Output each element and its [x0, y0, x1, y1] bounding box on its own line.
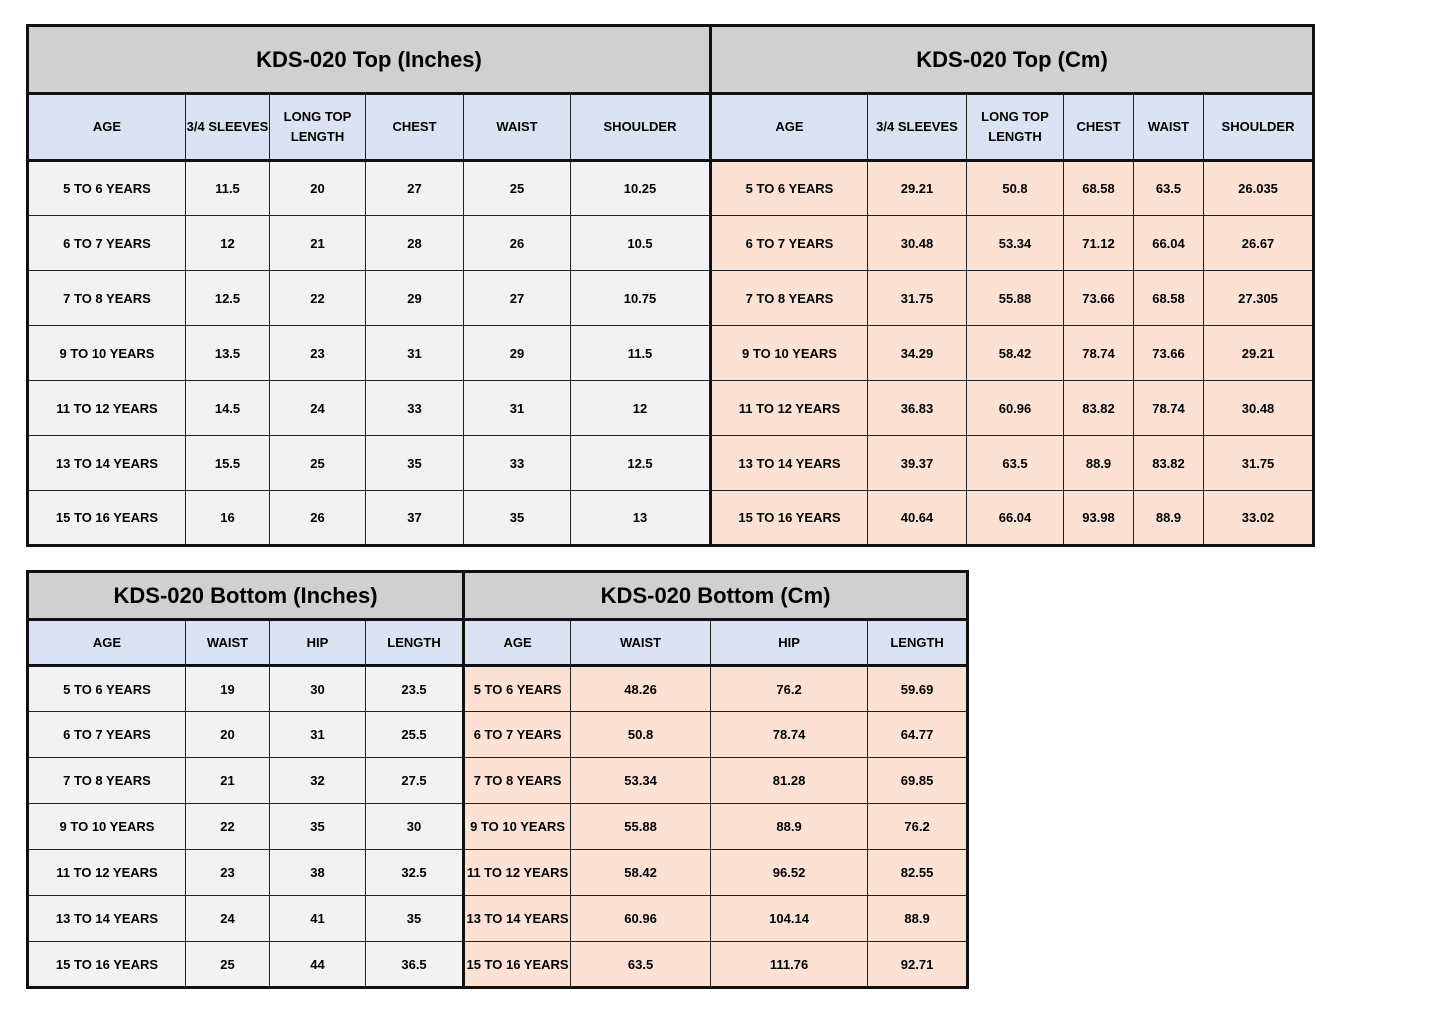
column-header: LENGTH [868, 620, 968, 666]
measurement-cell: 12 [571, 381, 711, 436]
table-row [28, 161, 1314, 216]
measurement-cell: 21 [270, 216, 366, 271]
measurement-cell: 73.66 [1134, 326, 1204, 381]
measurement-cell: 25 [270, 436, 366, 491]
column-header: AGE [28, 94, 186, 161]
measurement-cell: 32.5 [366, 850, 464, 896]
age-cell: 9 TO 10 YEARS [464, 804, 571, 850]
measurement-cell: 37 [366, 491, 464, 546]
table-row [28, 491, 1314, 546]
age-cell: 15 TO 16 YEARS [711, 491, 868, 546]
measurement-cell: 58.42 [967, 326, 1064, 381]
measurement-cell: 23 [270, 326, 366, 381]
measurement-cell: 30 [366, 804, 464, 850]
table-row [28, 896, 968, 942]
measurement-cell: 30 [270, 666, 366, 712]
measurement-cell: 53.34 [571, 758, 711, 804]
measurement-cell: 111.76 [711, 942, 868, 988]
measurement-cell: 14.5 [186, 381, 270, 436]
measurement-cell: 31.75 [1204, 436, 1314, 491]
measurement-cell: 24 [186, 896, 270, 942]
measurement-cell: 11.5 [186, 161, 270, 216]
age-cell: 5 TO 6 YEARS [28, 161, 186, 216]
measurement-cell: 22 [270, 271, 366, 326]
measurement-cell: 30.48 [868, 216, 967, 271]
column-header: 3/4 SLEEVES [868, 94, 967, 161]
measurement-cell: 69.85 [868, 758, 968, 804]
age-cell: 7 TO 8 YEARS [28, 271, 186, 326]
table-row [28, 666, 968, 712]
measurement-cell: 22 [186, 804, 270, 850]
age-cell: 13 TO 14 YEARS [464, 896, 571, 942]
measurement-cell: 48.26 [571, 666, 711, 712]
measurement-cell: 40.64 [868, 491, 967, 546]
age-cell: 15 TO 16 YEARS [28, 491, 186, 546]
age-cell: 11 TO 12 YEARS [28, 850, 186, 896]
measurement-cell: 55.88 [571, 804, 711, 850]
measurement-cell: 25 [464, 161, 571, 216]
measurement-cell: 26.67 [1204, 216, 1314, 271]
measurement-cell: 73.66 [1064, 271, 1134, 326]
measurement-cell: 36.5 [366, 942, 464, 988]
measurement-cell: 92.71 [868, 942, 968, 988]
measurement-cell: 55.88 [967, 271, 1064, 326]
measurement-cell: 28 [366, 216, 464, 271]
table-row [28, 804, 968, 850]
column-header: 3/4 SLEEVES [186, 94, 270, 161]
measurement-cell: 35 [270, 804, 366, 850]
age-cell: 7 TO 8 YEARS [464, 758, 571, 804]
age-cell: 9 TO 10 YEARS [711, 326, 868, 381]
measurement-cell: 11.5 [571, 326, 711, 381]
measurement-cell: 50.8 [571, 712, 711, 758]
bottom-size-table [26, 570, 969, 989]
measurement-cell: 83.82 [1064, 381, 1134, 436]
age-cell: 6 TO 7 YEARS [464, 712, 571, 758]
measurement-cell: 68.58 [1064, 161, 1134, 216]
age-cell: 5 TO 6 YEARS [711, 161, 868, 216]
measurement-cell: 26.035 [1204, 161, 1314, 216]
measurement-cell: 58.42 [571, 850, 711, 896]
measurement-cell: 88.9 [1064, 436, 1134, 491]
age-cell: 7 TO 8 YEARS [711, 271, 868, 326]
column-header: CHEST [1064, 94, 1134, 161]
measurement-cell: 34.29 [868, 326, 967, 381]
measurement-cell: 26 [464, 216, 571, 271]
measurement-cell: 13 [571, 491, 711, 546]
measurement-cell: 29 [366, 271, 464, 326]
age-cell: 15 TO 16 YEARS [28, 942, 186, 988]
measurement-cell: 10.75 [571, 271, 711, 326]
measurement-cell: 66.04 [1134, 216, 1204, 271]
measurement-cell: 36.83 [868, 381, 967, 436]
table-row [28, 381, 1314, 436]
measurement-cell: 12.5 [186, 271, 270, 326]
age-cell: 13 TO 14 YEARS [28, 436, 186, 491]
measurement-cell: 68.58 [1134, 271, 1204, 326]
measurement-cell: 35 [464, 491, 571, 546]
column-header: WAIST [186, 620, 270, 666]
measurement-cell: 33.02 [1204, 491, 1314, 546]
measurement-cell: 33 [366, 381, 464, 436]
measurement-cell: 25 [186, 942, 270, 988]
table-row [28, 216, 1314, 271]
measurement-cell: 82.55 [868, 850, 968, 896]
column-header: LONG TOP LENGTH [270, 94, 366, 161]
column-header: AGE [28, 620, 186, 666]
measurement-cell: 76.2 [868, 804, 968, 850]
measurement-cell: 30.48 [1204, 381, 1314, 436]
top-size-table [26, 24, 1315, 547]
column-header: WAIST [1134, 94, 1204, 161]
measurement-cell: 20 [270, 161, 366, 216]
table-row [28, 326, 1314, 381]
measurement-cell: 44 [270, 942, 366, 988]
age-cell: 15 TO 16 YEARS [464, 942, 571, 988]
measurement-cell: 31.75 [868, 271, 967, 326]
measurement-cell: 88.9 [1134, 491, 1204, 546]
measurement-cell: 13.5 [186, 326, 270, 381]
measurement-cell: 19 [186, 666, 270, 712]
top-cm-title: KDS-020 Top (Cm) [711, 26, 1314, 94]
measurement-cell: 15.5 [186, 436, 270, 491]
measurement-cell: 41 [270, 896, 366, 942]
measurement-cell: 27 [366, 161, 464, 216]
age-cell: 13 TO 14 YEARS [711, 436, 868, 491]
measurement-cell: 60.96 [967, 381, 1064, 436]
table-row [28, 850, 968, 896]
measurement-cell: 71.12 [1064, 216, 1134, 271]
measurement-cell: 16 [186, 491, 270, 546]
measurement-cell: 20 [186, 712, 270, 758]
table-row [28, 436, 1314, 491]
table-row [28, 942, 968, 988]
measurement-cell: 32 [270, 758, 366, 804]
measurement-cell: 33 [464, 436, 571, 491]
measurement-cell: 29.21 [868, 161, 967, 216]
measurement-cell: 12.5 [571, 436, 711, 491]
table-row [28, 758, 968, 804]
measurement-cell: 10.25 [571, 161, 711, 216]
bottom-inches-title: KDS-020 Bottom (Inches) [28, 572, 464, 620]
measurement-cell: 24 [270, 381, 366, 436]
measurement-cell: 31 [464, 381, 571, 436]
measurement-cell: 78.74 [1134, 381, 1204, 436]
measurement-cell: 31 [270, 712, 366, 758]
measurement-cell: 23.5 [366, 666, 464, 712]
measurement-cell: 78.74 [711, 712, 868, 758]
column-header: SHOULDER [571, 94, 711, 161]
column-header: WAIST [464, 94, 571, 161]
measurement-cell: 81.28 [711, 758, 868, 804]
measurement-cell: 60.96 [571, 896, 711, 942]
measurement-cell: 76.2 [711, 666, 868, 712]
measurement-cell: 10.5 [571, 216, 711, 271]
measurement-cell: 35 [366, 896, 464, 942]
measurement-cell: 29 [464, 326, 571, 381]
measurement-cell: 78.74 [1064, 326, 1134, 381]
age-cell: 11 TO 12 YEARS [711, 381, 868, 436]
column-header: LENGTH [366, 620, 464, 666]
column-header: LONG TOP LENGTH [967, 94, 1064, 161]
table-row [28, 271, 1314, 326]
measurement-cell: 66.04 [967, 491, 1064, 546]
measurement-cell: 63.5 [1134, 161, 1204, 216]
age-cell: 13 TO 14 YEARS [28, 896, 186, 942]
age-cell: 6 TO 7 YEARS [28, 216, 186, 271]
measurement-cell: 38 [270, 850, 366, 896]
measurement-cell: 27 [464, 271, 571, 326]
measurement-cell: 88.9 [711, 804, 868, 850]
column-header: AGE [711, 94, 868, 161]
column-header: WAIST [571, 620, 711, 666]
column-header: HIP [270, 620, 366, 666]
bottom-cm-title: KDS-020 Bottom (Cm) [464, 572, 968, 620]
table-row [28, 712, 968, 758]
age-cell: 11 TO 12 YEARS [28, 381, 186, 436]
measurement-cell: 27.305 [1204, 271, 1314, 326]
column-header: HIP [711, 620, 868, 666]
measurement-cell: 12 [186, 216, 270, 271]
age-cell: 7 TO 8 YEARS [28, 758, 186, 804]
top-inches-title: KDS-020 Top (Inches) [28, 26, 711, 94]
column-header: SHOULDER [1204, 94, 1314, 161]
measurement-cell: 23 [186, 850, 270, 896]
column-header: AGE [464, 620, 571, 666]
measurement-cell: 26 [270, 491, 366, 546]
measurement-cell: 104.14 [711, 896, 868, 942]
column-header: CHEST [366, 94, 464, 161]
measurement-cell: 50.8 [967, 161, 1064, 216]
age-cell: 5 TO 6 YEARS [464, 666, 571, 712]
measurement-cell: 53.34 [967, 216, 1064, 271]
measurement-cell: 21 [186, 758, 270, 804]
measurement-cell: 35 [366, 436, 464, 491]
age-cell: 9 TO 10 YEARS [28, 804, 186, 850]
measurement-cell: 88.9 [868, 896, 968, 942]
age-cell: 9 TO 10 YEARS [28, 326, 186, 381]
measurement-cell: 83.82 [1134, 436, 1204, 491]
measurement-cell: 63.5 [967, 436, 1064, 491]
measurement-cell: 25.5 [366, 712, 464, 758]
measurement-cell: 27.5 [366, 758, 464, 804]
measurement-cell: 93.98 [1064, 491, 1134, 546]
measurement-cell: 29.21 [1204, 326, 1314, 381]
age-cell: 11 TO 12 YEARS [464, 850, 571, 896]
measurement-cell: 64.77 [868, 712, 968, 758]
measurement-cell: 96.52 [711, 850, 868, 896]
measurement-cell: 39.37 [868, 436, 967, 491]
measurement-cell: 59.69 [868, 666, 968, 712]
age-cell: 6 TO 7 YEARS [711, 216, 868, 271]
age-cell: 6 TO 7 YEARS [28, 712, 186, 758]
measurement-cell: 63.5 [571, 942, 711, 988]
measurement-cell: 31 [366, 326, 464, 381]
age-cell: 5 TO 6 YEARS [28, 666, 186, 712]
